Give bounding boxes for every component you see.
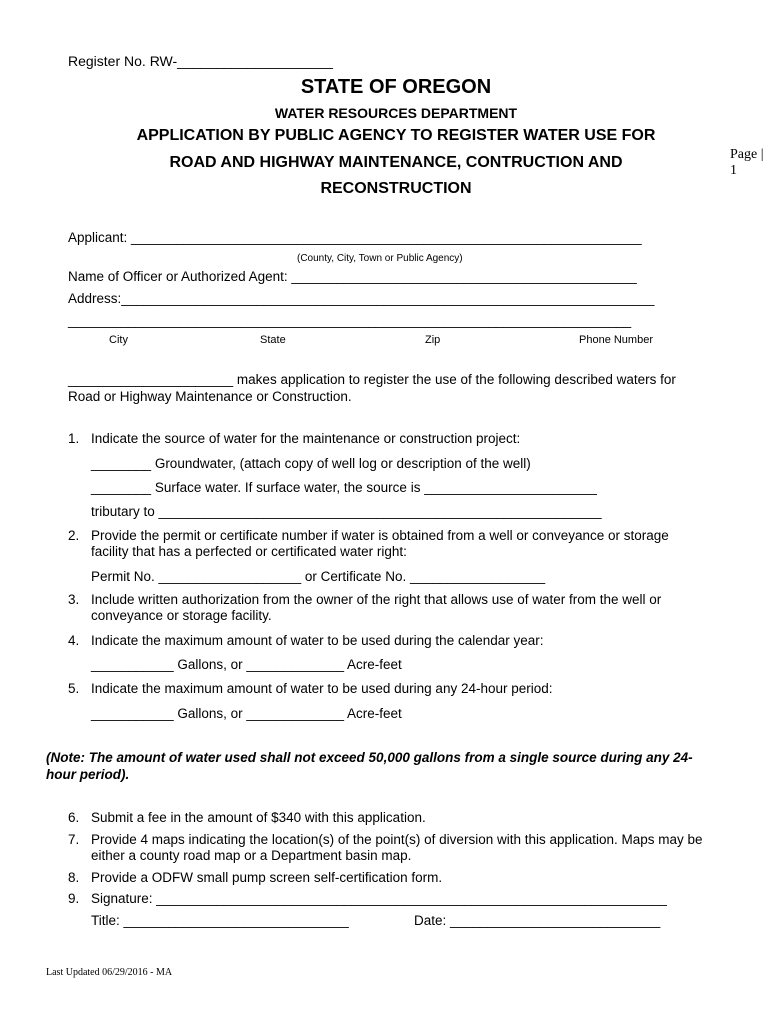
form-title-line-1: APPLICATION BY PUBLIC AGENCY TO REGISTER WATER USE FOR	[136, 127, 656, 144]
item-9-number: 9.	[68, 891, 80, 906]
item-3-line-2: conveyance or storage facility.	[91, 608, 272, 623]
item-3-line-1: Include written authorization from the owner of the right that allows use of water from the well or	[91, 592, 662, 607]
title-field[interactable]: Title: ______________________________	[91, 913, 349, 928]
address-field[interactable]: Address:_______________________________________________________________________	[68, 291, 655, 306]
item-1-text: Indicate the source of water for the maintenance or construction project:	[91, 431, 521, 446]
applicant-field[interactable]: Applicant: ____________________________________________________________________	[68, 230, 642, 245]
item-1-number: 1.	[68, 431, 80, 446]
item-2-line-2: facility that has a perfected or certificated water right:	[91, 544, 407, 559]
signature-field[interactable]: Signature: ____________________________________________________________________	[91, 891, 667, 906]
applicant-note: (County, City, Town or Public Agency)	[297, 253, 463, 264]
footer-last-updated: Last Updated 06/29/2016 - MA	[46, 967, 173, 978]
calendar-year-amount-field[interactable]: ___________ Gallons, or _____________ Acre-feet	[91, 657, 402, 672]
form-title-line-2: ROAD AND HIGHWAY MAINTENANCE, CONTRUCTION AND	[169, 154, 623, 171]
date-field[interactable]: Date: ____________________________	[414, 913, 661, 928]
register-number-field[interactable]: Register No. RW-____________________	[68, 53, 333, 69]
item-2-number: 2.	[68, 528, 80, 543]
department-heading: WATER RESOURCES DEPARTMENT	[274, 105, 518, 121]
item-4-number: 4.	[68, 633, 80, 648]
item-8-number: 8.	[68, 870, 80, 885]
intro-line-2: Road or Highway Maintenance or Construction.	[68, 389, 352, 404]
form-title-line-3: RECONSTRUCTION	[320, 180, 472, 197]
item-7-number: 7.	[68, 832, 80, 847]
officer-name-field[interactable]: Name of Officer or Authorized Agent: ______________________________________________	[68, 269, 637, 284]
zip-label: Zip	[425, 334, 441, 346]
item-3-number: 3.	[68, 592, 80, 607]
daily-amount-field[interactable]: ___________ Gallons, or _____________ Acre-feet	[91, 706, 402, 721]
item-6-number: 6.	[68, 810, 80, 825]
page-number: 1	[730, 163, 737, 178]
note-line-1: (Note: The amount of water used shall not exceed 50,000 gallons from a single source during any 24-	[46, 750, 693, 765]
item-5-number: 5.	[68, 681, 80, 696]
item-8-text: Provide a ODFW small pump screen self-certification form.	[91, 870, 443, 885]
item-7-line-2: either a county road map or a Department basin map.	[91, 848, 412, 863]
note-line-2: hour period).	[46, 767, 130, 782]
item-6-text: Submit a fee in the amount of $340 with this application.	[91, 810, 426, 825]
state-heading: STATE OF OREGON	[300, 76, 492, 98]
item-4-text: Indicate the maximum amount of water to be used during the calendar year:	[91, 633, 544, 648]
intro-line-1[interactable]: ______________________ makes application to register the use of the following described waters for	[68, 372, 676, 387]
surface-water-field[interactable]: ________ Surface water. If surface water, the source is _______________________	[91, 480, 597, 495]
city-label: City	[109, 334, 128, 346]
item-7-line-1: Provide 4 maps indicating the location(s) of the point(s) of diversion with this application. Maps may be	[91, 832, 703, 847]
item-5-text: Indicate the maximum amount of water to be used during any 24-hour period:	[91, 681, 553, 696]
tributary-field[interactable]: tributary to ___________________________________________________________	[91, 504, 602, 519]
page-label: Page |	[730, 147, 764, 162]
permit-certificate-field[interactable]: Permit No. ___________________ or Certificate No. __________________	[91, 569, 546, 584]
state-label: State	[260, 334, 286, 346]
address-line-2-field[interactable]: ___________________________________________________________________________	[68, 313, 632, 328]
phone-label: Phone Number	[579, 334, 653, 346]
groundwater-field[interactable]: ________ Groundwater, (attach copy of well log or description of the well)	[91, 456, 531, 471]
item-2-line-1: Provide the permit or certificate number if water is obtained from a well or conveyance or storage	[91, 528, 669, 543]
